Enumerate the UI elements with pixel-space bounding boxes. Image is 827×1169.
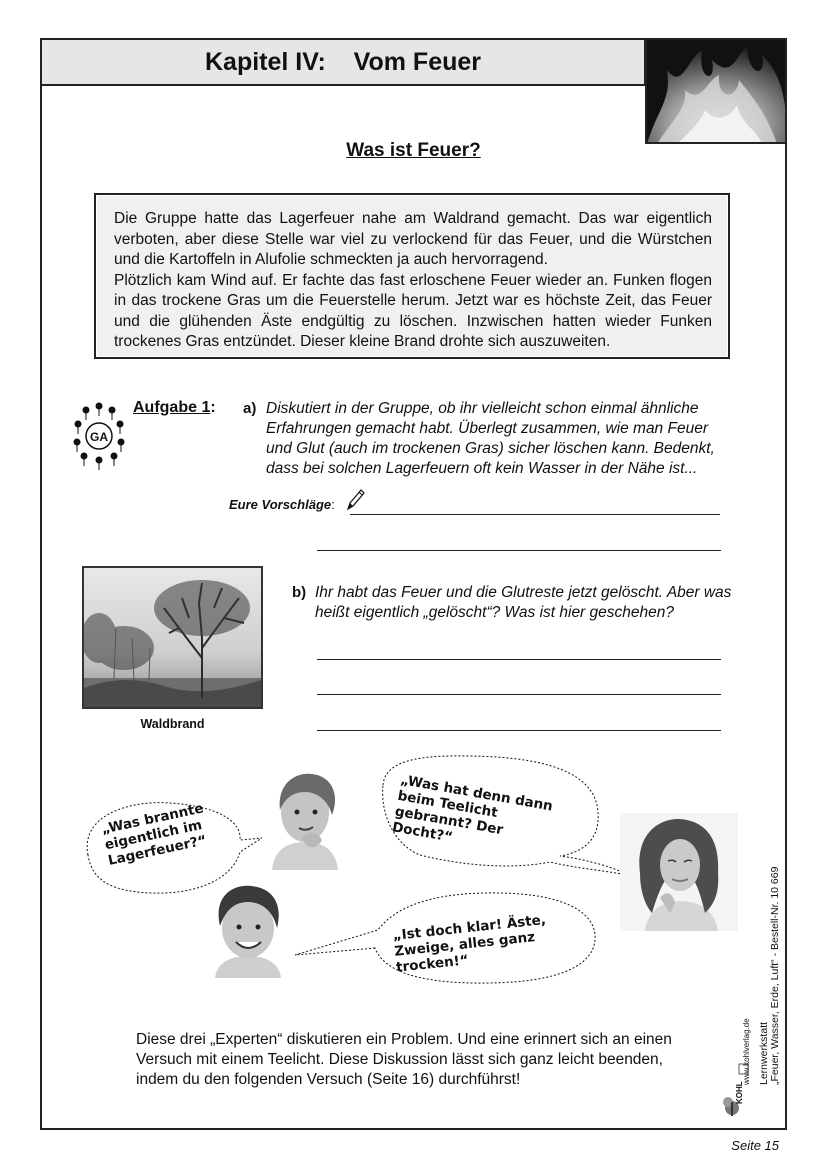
chapter-name: Vom Feuer: [353, 48, 481, 76]
ga-badge: GA: [90, 430, 108, 444]
woman-portrait: [620, 813, 738, 931]
task-heading-colon: :: [210, 399, 216, 416]
sidebar-title: Lernwerkstatt: [758, 1021, 770, 1085]
page-number: Seite 15: [731, 1138, 779, 1153]
publisher-name: KOHL: [735, 1081, 744, 1104]
sidebar-product: „Feuer, Wasser, Erde, Luft“ - Bestell-Nr. 10 669: [769, 866, 781, 1085]
speech-bubble-top: „Was hat denn dann beim Teelicht gebrannt? Der Docht?“: [390, 772, 554, 846]
task-b-label: b): [292, 584, 307, 601]
story-paragraph-2: Plötzlich kam Wind auf. Er fachte das fast erloschene Feuer wieder an. Funken flogen in das trockene Gras um die Feuerstelle herum. Jetzt war es höchste Zeit, das Feuer und die glühenden Äste endgültig zu löschen. Inzwischen hatten wieder Funken trockenes Gras entzündet. Dieser kleine Brand drohte sich auszuweiten.: [114, 271, 712, 350]
story-paragraph-1: Die Gruppe hatte das Lagerfeuer nahe am Waldrand gemacht. Das war eigentlich verboten, aber diese Stelle war viel zu verlockend für das Feuer, und die Würstchen und die Kartoffeln in Alufolie schmeckten ja auch hervorragend.: [114, 210, 712, 268]
task-a-text: Diskutiert in der Gruppe, ob ihr vielleicht schon einmal ähnliche Erfahrungen gemacht habt. Überlegt zusammen, wie man Feuer und Glut (auch im trockenen Gras) sicher löschen kann. Bedenkt, dass bei solchen Lagerfeuern oft kein Wasser in der Nähe ist...: [266, 400, 715, 477]
boy-portrait-1: [262, 770, 348, 870]
task-heading-label: Aufgabe 1: [133, 399, 211, 416]
task-b-text: Ihr habt das Feuer und die Glutreste jetzt gelöscht. Aber was heißt eigentlich „gelöscht“? Was ist hier geschehen?: [315, 584, 732, 621]
task-a-label: a): [243, 400, 257, 417]
suggestions-label-colon: :: [331, 497, 335, 512]
speech-bubble-bottom: „Ist doch klar! Äste, Zweige, alles ganz trocken!“: [392, 911, 547, 976]
publisher-logo: [722, 1062, 750, 1118]
photo-caption: Waldbrand: [140, 717, 205, 731]
boy-portrait-2: [203, 882, 293, 978]
chapter-number: Kapitel IV:: [204, 48, 326, 76]
section-title: Was ist Feuer?: [346, 140, 481, 161]
bottom-paragraph: Diese drei „Experten“ diskutieren ein Problem. Und eine erinnert sich an einen Versuch mit einem Teelicht. Diese Diskussion lässt sich ganz leicht beenden, indem du den folgenden Versuch (Seite 16) durchführst!: [136, 1031, 672, 1088]
sidebar-url: www.kohlverlag.de: [742, 1018, 751, 1085]
suggestions-label-text: Eure Vorschläge: [229, 497, 332, 512]
speech-bubble-left: „Was brannte eigentlich im Lagerfeuer?“: [100, 800, 209, 869]
